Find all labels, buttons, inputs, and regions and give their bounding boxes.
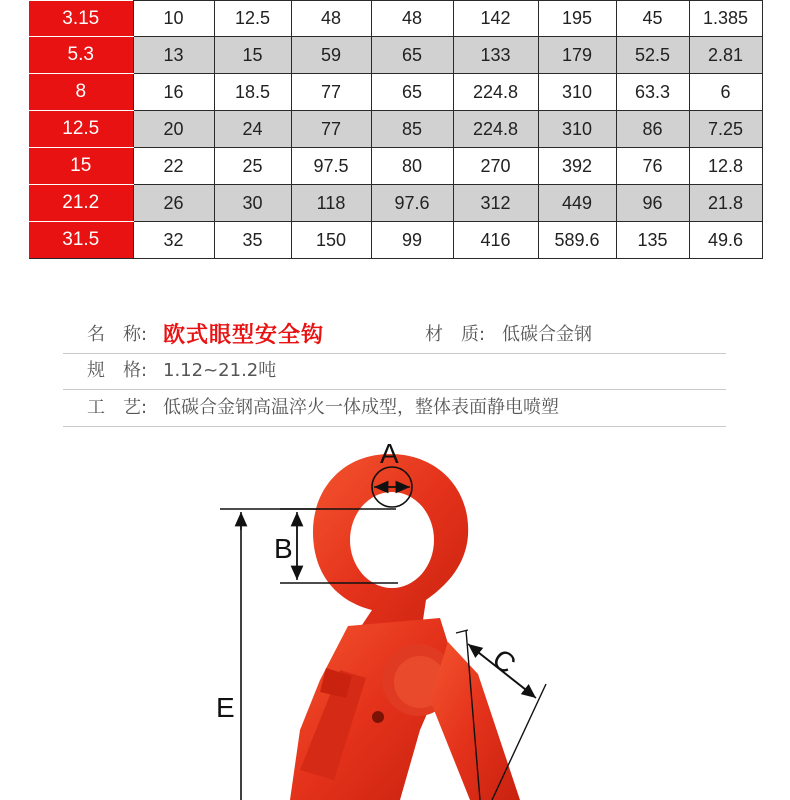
table-cell: 12.8: [689, 148, 762, 185]
table-row: [29, 185, 762, 222]
table-cell: 52.5: [616, 37, 689, 74]
process-label-char-1: 工: [87, 397, 105, 418]
load-cell: 31.5: [29, 222, 133, 259]
table-cell: 118: [291, 185, 371, 222]
table-cell: 224.8: [453, 74, 538, 111]
load-cell: 3.15: [29, 1, 133, 37]
table-cell: 76: [616, 148, 689, 185]
table-cell: 26: [133, 185, 214, 222]
table-cell: 195: [538, 1, 616, 37]
spec-table-body: [29, 1, 762, 259]
table-cell: 25: [214, 148, 291, 185]
table-cell: 48: [291, 1, 371, 37]
table-cell: 96: [616, 185, 689, 222]
table-row: [29, 1, 762, 37]
load-cell: 21.2: [29, 185, 133, 222]
dim-label-b: B: [274, 533, 293, 564]
table-cell: 65: [371, 74, 453, 111]
load-cell: 12.5: [29, 111, 133, 148]
table-cell: 310: [538, 74, 616, 111]
table-cell: 15: [214, 37, 291, 74]
spec-value: 1.12~21.2吨: [163, 360, 277, 381]
table-cell: 35: [214, 222, 291, 259]
material-label: [425, 320, 485, 346]
table-row: [29, 74, 762, 111]
table-cell: 449: [538, 185, 616, 222]
table-cell: 97.6: [371, 185, 453, 222]
table-cell: 133: [453, 37, 538, 74]
spec-table: [29, 0, 763, 259]
load-cell: 15: [29, 148, 133, 185]
name-label-char-1: 名: [87, 324, 105, 345]
table-cell: 12.5: [214, 1, 291, 37]
dim-label-a: A: [380, 438, 399, 469]
table-cell: 49.6: [689, 222, 762, 259]
table-cell: 224.8: [453, 111, 538, 148]
table-cell: 21.8: [689, 185, 762, 222]
info-row-spec: [63, 353, 726, 390]
material-label-char-2: 质:: [461, 324, 486, 345]
product-name: 欧式眼型安全钩: [163, 323, 325, 348]
name-label: [87, 320, 147, 346]
table-cell: 32: [133, 222, 214, 259]
table-cell: 13: [133, 37, 214, 74]
spec-label-char-2: 格:: [123, 360, 148, 381]
table-cell: 6: [689, 74, 762, 111]
table-cell: 59: [291, 37, 371, 74]
table-cell: 589.6: [538, 222, 616, 259]
table-cell: 45: [616, 1, 689, 37]
table-cell: 2.81: [689, 37, 762, 74]
table-row: [29, 222, 762, 259]
table-cell: 10: [133, 1, 214, 37]
table-cell: 7.25: [689, 111, 762, 148]
table-cell: 16: [133, 74, 214, 111]
hook-dimension-drawing: [0, 430, 790, 800]
table-cell: 270: [453, 148, 538, 185]
table-cell: 86: [616, 111, 689, 148]
spec-label-char-1: 规: [87, 360, 105, 381]
table-cell: 179: [538, 37, 616, 74]
table-cell: 22: [133, 148, 214, 185]
table-cell: 18.5: [214, 74, 291, 111]
process-label: [87, 393, 147, 419]
load-cell: 8: [29, 74, 133, 111]
table-cell: 24: [214, 111, 291, 148]
info-row-name: [63, 317, 726, 354]
table-cell: 85: [371, 111, 453, 148]
spec-label: [87, 356, 147, 382]
table-cell: 65: [371, 37, 453, 74]
table-cell: 30: [214, 185, 291, 222]
table-cell: 77: [291, 74, 371, 111]
dim-label-c: C: [486, 642, 522, 680]
table-cell: 48: [371, 1, 453, 37]
hook-eye: [313, 454, 468, 640]
table-cell: 310: [538, 111, 616, 148]
dim-label-e: E: [216, 692, 235, 723]
table-cell: 135: [616, 222, 689, 259]
load-cell: 5.3: [29, 37, 133, 74]
process-value: 低碳合金钢高温淬火一体成型，整体表面静电喷塑: [163, 397, 559, 418]
hook-body: [290, 618, 454, 800]
table-cell: 142: [453, 1, 538, 37]
table-cell: 1.385: [689, 1, 762, 37]
table-cell: 99: [371, 222, 453, 259]
table-row: [29, 111, 762, 148]
table-row: [29, 37, 762, 74]
material-value: 低碳合金钢: [502, 324, 592, 345]
table-cell: 77: [291, 111, 371, 148]
table-cell: 97.5: [291, 148, 371, 185]
info-row-process: [63, 390, 726, 427]
table-cell: 80: [371, 148, 453, 185]
material-label-char-1: 材: [425, 324, 443, 345]
table-row: [29, 148, 762, 185]
table-cell: 20: [133, 111, 214, 148]
table-cell: 392: [538, 148, 616, 185]
table-cell: 63.3: [616, 74, 689, 111]
name-label-char-2: 称:: [123, 324, 148, 345]
table-cell: 150: [291, 222, 371, 259]
process-label-char-2: 艺:: [123, 397, 148, 418]
table-cell: 312: [453, 185, 538, 222]
table-cell: 416: [453, 222, 538, 259]
